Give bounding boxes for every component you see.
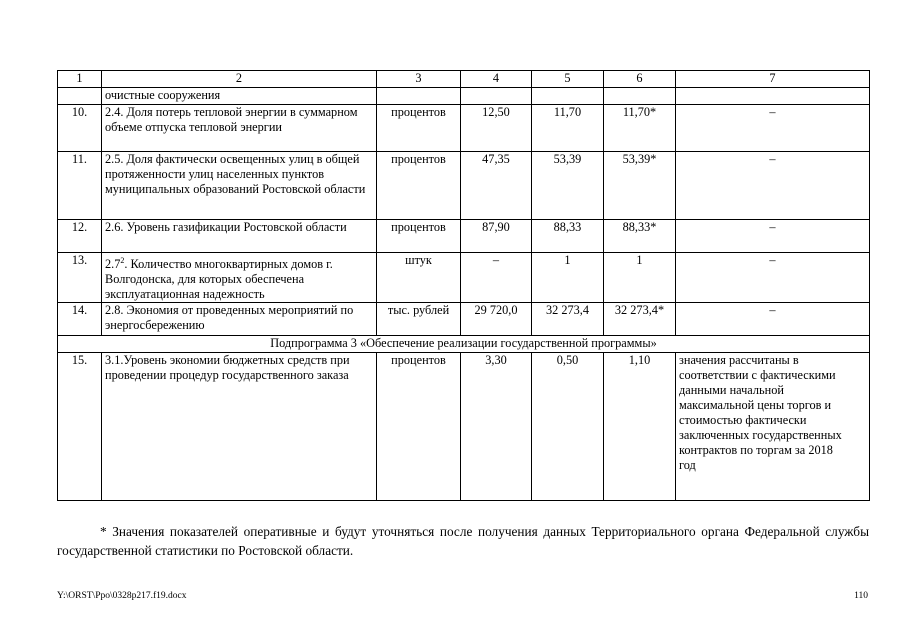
- row-number: 15.: [58, 353, 102, 501]
- value-cell: 32 273,4: [532, 303, 604, 336]
- value-cell: 1,10: [604, 353, 676, 501]
- row-number: 14.: [58, 303, 102, 336]
- value-cell: 87,90: [461, 220, 532, 253]
- row-number: 13.: [58, 253, 102, 303]
- table-row: [58, 353, 870, 501]
- note-cell: –: [676, 152, 870, 220]
- unit-cell: процентов: [377, 105, 461, 152]
- table-row: [58, 220, 870, 253]
- value-cell: 88,33: [532, 220, 604, 253]
- note-cell: –: [676, 220, 870, 253]
- note-cell: значения рассчитаны в соответствии с фактическими данными начальной максимальной цены торгов и стоимостью фактически заключенных государственных контрактов по торгам за 2018 год: [676, 353, 870, 501]
- unit-cell: процентов: [377, 353, 461, 501]
- continuation-cell: очистные сооружения: [102, 88, 377, 105]
- subprogram-title: Подпрограмма 3 «Обеспечение реализации государственной программы»: [58, 336, 870, 353]
- header-cell: 5: [532, 71, 604, 88]
- unit-cell: процентов: [377, 220, 461, 253]
- indicator-name: 2.4. Доля потерь тепловой энергии в суммарном объеме отпуска тепловой энергии: [102, 105, 377, 152]
- value-cell: 11,70*: [604, 105, 676, 152]
- value-cell: 53,39*: [604, 152, 676, 220]
- page-number: 110: [854, 591, 868, 601]
- value-cell: 29 720,0: [461, 303, 532, 336]
- indicator-name: $2.7^2$. Количество многоквартирных домов г. Волгодонска, для которых обеспечена эксплуатационная надежность: [102, 253, 377, 303]
- header-cell: 4: [461, 71, 532, 88]
- value-cell: 88,33*: [604, 220, 676, 253]
- header-cell: 1: [58, 71, 102, 88]
- indicator-name: 2.5. Доля фактически освещенных улиц в общей протяженности улиц населенных пунктов муниципальных образований Ростовской области: [102, 152, 377, 220]
- table-row: [58, 253, 870, 303]
- row-number: 11.: [58, 152, 102, 220]
- note-cell: –: [676, 303, 870, 336]
- value-cell: 53,39: [532, 152, 604, 220]
- value-cell: –: [461, 253, 532, 303]
- table-header-row: [58, 71, 870, 88]
- table-row: [58, 88, 870, 105]
- indicator-name: 2.8. Экономия от проведенных мероприятий по энергосбережению: [102, 303, 377, 336]
- file-path: Y:\ORST\Ppo\0328p217.f19.docx: [57, 591, 187, 601]
- header-cell: 6: [604, 71, 676, 88]
- header-cell: 2: [102, 71, 377, 88]
- value-cell: 3,30: [461, 353, 532, 501]
- value-cell: 32 273,4*: [604, 303, 676, 336]
- footnote: * Значения показателей оперативные и будут уточняться после получения данных Территориального органа Федеральной службы государственной статистики по Ростовской области.: [57, 524, 869, 558]
- unit-cell: процентов: [377, 152, 461, 220]
- value-cell: 0,50: [532, 353, 604, 501]
- row-number: 10.: [58, 105, 102, 152]
- table-row: [58, 152, 870, 220]
- row-number: 12.: [58, 220, 102, 253]
- value-cell: 11,70: [532, 105, 604, 152]
- indicator-name: 3.1.Уровень экономии бюджетных средств при проведении процедур государственного заказа: [102, 353, 377, 501]
- indicators-table: [57, 70, 870, 501]
- header-cell: 7: [676, 71, 870, 88]
- table-row: [58, 303, 870, 336]
- note-cell: –: [676, 253, 870, 303]
- value-cell: 1: [604, 253, 676, 303]
- note-cell: –: [676, 105, 870, 152]
- header-cell: 3: [377, 71, 461, 88]
- table-row: [58, 105, 870, 152]
- value-cell: 47,35: [461, 152, 532, 220]
- subprogram-row: [58, 336, 870, 353]
- unit-cell: тыс. рублей: [377, 303, 461, 336]
- unit-cell: штук: [377, 253, 461, 303]
- indicator-name: 2.6. Уровень газификации Ростовской области: [102, 220, 377, 253]
- value-cell: 12,50: [461, 105, 532, 152]
- value-cell: 1: [532, 253, 604, 303]
